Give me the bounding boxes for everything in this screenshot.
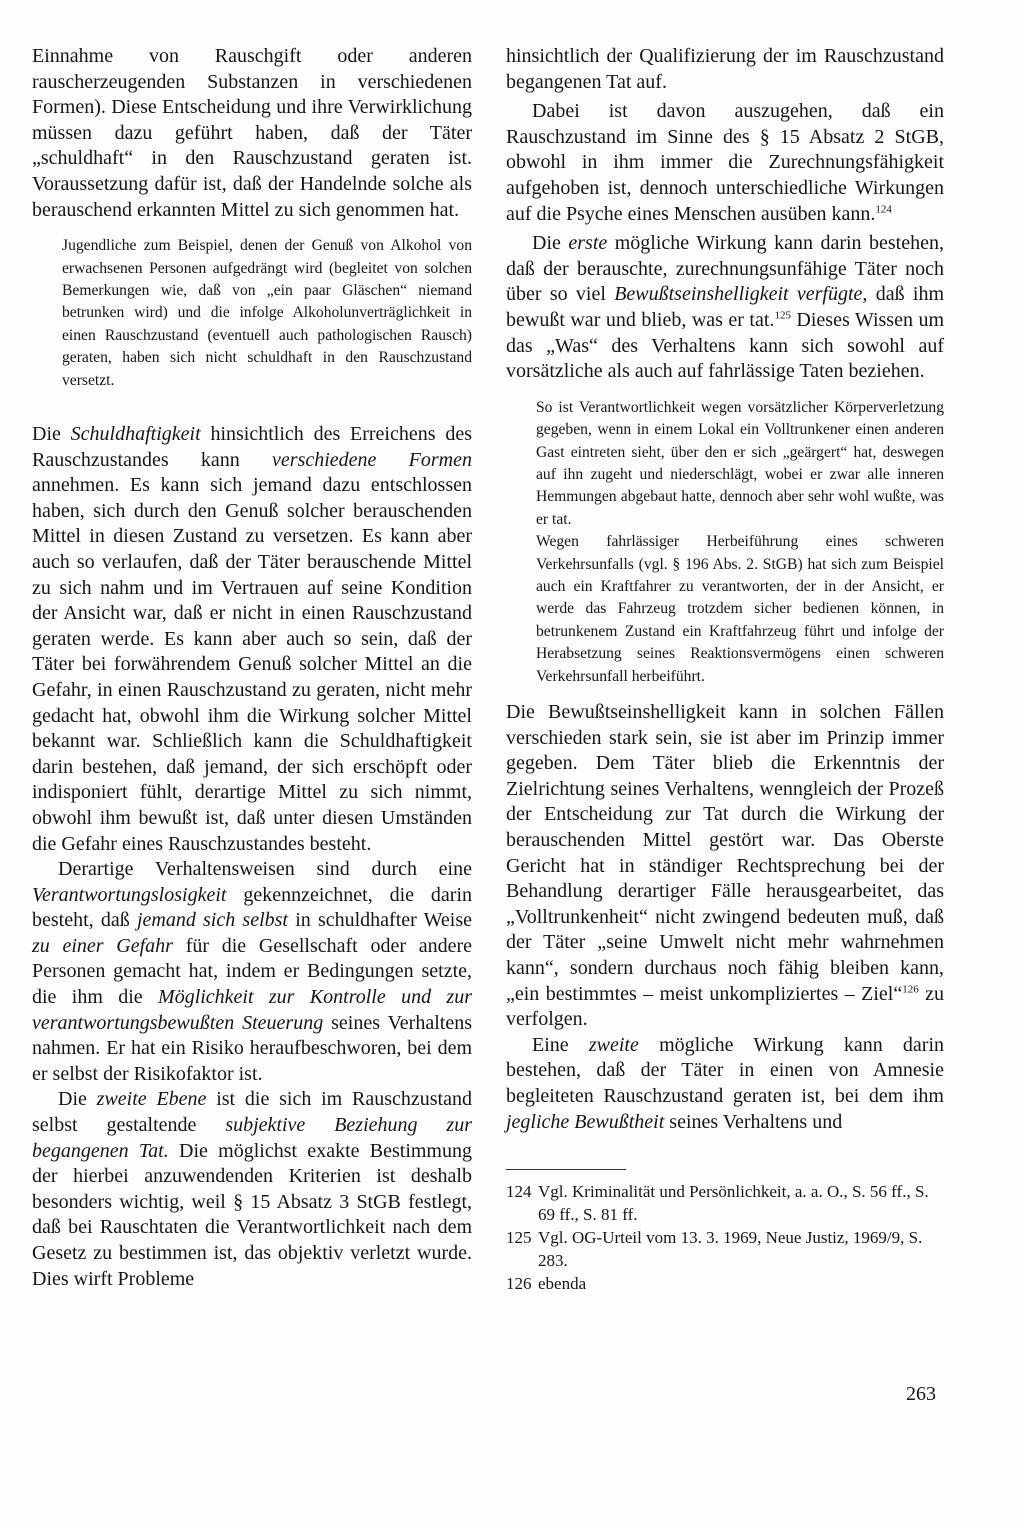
example-paragraph: Jugendliche zum Beispiel, denen der Genuß von Alkohol von erwachsenen Personen aufgedrängt wird (begleitet von solchen Bemerkungen wie, daß von „ein paar Gläschen“ niemand betrunken wird) und die infolge Alkoholunverträglichkeit in einen Rauschzustand (eventuell auch pathologischen Rausch) geraten, haben sich nicht schuldhaft in den Rauschzustand versetzt. bbox=[62, 237, 472, 389]
footnote bbox=[506, 1180, 944, 1226]
emphasis: Verantwortungslosigkeit bbox=[32, 883, 227, 906]
example-paragraph: Wegen fahrlässiger Herbeiführung eines schweren Verkehrsunfalls (vgl. § 196 Abs. 2. StGB) hat sich zum Beispiel auch ein Kraftfahrer zu verantworten, der in der Ansicht, er werde das Fahrzeug trotzdem sicher bedienen können, in betrunkenem Zustand ein Kraftfahrzeug führt und infolge der Herabsetzung seines Reaktionsvermögens einen schweren Verkehrsunfall herbeiführt. bbox=[536, 533, 944, 685]
emphasis: erste bbox=[568, 232, 608, 255]
footnote-divider bbox=[506, 1169, 626, 1170]
paragraph: hinsichtlich der Qualifizierung der im Rauschzustand begangenen Tat auf. bbox=[506, 45, 944, 93]
paragraph: Eine zweite mögliche Wirkung kann darin bestehen, daß der Täter in einen von Amnesie begleiteten Rauschzustand geraten ist, bei dem ihm jegliche Bewußtheit seines Verhaltens und bbox=[506, 1033, 944, 1133]
page-number: 263 bbox=[906, 1383, 936, 1405]
footnote-text: Vgl. Kriminalität und Persönlichkeit, a. a. O., S. 56 ff., S. 69 ff., S. 81 ff. bbox=[538, 1182, 929, 1225]
emphasis: Schuldhaftigkeit bbox=[70, 423, 201, 445]
footnote-number: 126 bbox=[506, 1274, 532, 1294]
paragraph: Die Bewußtseinshelligkeit kann in solchen Fällen verschieden stark sein, sie ist aber im Prinzip immer gegeben. Dem Täter blieb die Erkenntnis der Zielrichtung seines Verhaltens, wenngleich der Prozeß der Entscheidung zur Tat durch die Wirkung der berauschenden Mittel gestört war. Das Oberste Gericht hat in ständiger Rechtsprechung bei der Behandlung derartiger Fälle herausgearbeitet, das „Volltrunkenheit“ nicht zwingend bedeuten muß, daß der Täter „seine Umwelt nicht mehr wahrnehmen kann“, sondern durchaus noch fähig bleiben kann, „ein bestimmtes – meist unkompliziertes – Ziel“$^{126}$ zu verfolgen. bbox=[506, 701, 944, 1031]
emphasis: zu einer Gefahr bbox=[32, 934, 173, 957]
example-paragraph: So ist Verantwortlichkeit wegen vorsätzlicher Körperverletzung gegeben, wenn in einem Lokal ein Volltrunkener einen anderen Gast eintreten sieht, über den er sich „geärgert“ hat, deswegen auf ihn zugeht und niederschlägt, wobei er zwar alle inneren Hemmungen abgebaut hatte, dennoch aber sehr wohl wußte, was er tat. bbox=[536, 398, 944, 528]
emphasis: Bewußtseinshelligkeit verfügte, bbox=[614, 283, 868, 306]
footnote-ref: 125 bbox=[774, 309, 791, 322]
emphasis: jegliche Bewußtheit bbox=[506, 1110, 665, 1133]
footnote-number: 125 bbox=[506, 1228, 532, 1248]
paragraph: Die Schuldhaftigkeit hinsichtlich des Erreichens des Rauschzustandes kann verschiedene Formen annehmen. Es kann sich jemand dazu entschlossen haben, sich durch den Genuß solcher berauschenden Mittel in diesen Zustand zu versetzen. Es kann aber auch so verlaufen, daß der Täter berauschende Mittel zu sich nahm und im Vertrauen auf seine Kondition der Ansicht war, daß er nicht in einen Rauschzustand geraten werde. Es kann aber auch so sein, daß der Täter bei forwährendem Genuß solcher Mittel an die Gefahr, in einen Rauschzustand zu geraten, nicht mehr gedacht hat, obwohl ihm die Wirkung solcher Mittel bekannt war. Schließlich kann die Schuldhaftigkeit darin bestehen, daß jemand, der sich erschöpft oder indisponiert fühlt, derartige Mittel zu sich nimmt, obwohl ihm bewußt ist, daß unter diesen Umständen die Gefahr eines Rauschzustandes besteht. bbox=[32, 423, 472, 855]
paragraph: Derartige Verhaltensweisen sind durch eine Verantwortungslosigkeit gekennzeichnet, die darin besteht, daß jemand sich selbst in schuldhafter Weise zu einer Gefahr für die Gesellschaft oder andere Personen gemacht hat, indem er Bedingungen setzte, die ihm die Möglichkeit zur Kontrolle und zur verantwortungsbewußten Steuerung seines Verhaltens nahmen. Er hat ein Risiko heraufbeschworen, bei dem er selbst der Risikofaktor ist. bbox=[32, 858, 473, 1085]
footnote-text: Vgl. OG-Urteil vom 13. 3. 1969, Neue Justiz, 1969/9, S. 283. bbox=[538, 1228, 923, 1271]
left-column bbox=[32, 44, 472, 1292]
footnote bbox=[506, 1226, 944, 1272]
footnote-number: 124 bbox=[506, 1182, 532, 1202]
paragraph: Die erste mögliche Wirkung kann darin bestehen, daß der berauschte, zurechnungsunfähige Täter noch über so viel Bewußtseinshelligkeit verfügte, daß ihm bewußt war und blieb, was er tat.$^{125}$ Dieses Wissen um das „Was“ des Verhaltens kann sich sowohl auf vorsätzliche als auch auf fahrlässige Taten beziehen. bbox=[506, 232, 945, 383]
emphasis: subjektive Beziehung zur begangenen Tat. bbox=[32, 1114, 472, 1162]
paragraph: Die zweite Ebene ist die sich im Rauschzustand selbst gestaltende subjektive Beziehung zur begangenen Tat. Die möglichst exakte Bestimmung der hierbei anzuwendenden Kriterien ist deshalb besonders wichtig, weil § 15 Absatz 3 StGB festlegt, daß bei Rauschtaten die Verantwortlichkeit nach dem Gesetz zu bestimmen ist, das objektiv verletzt wurde. Dies wirft Probleme bbox=[32, 1088, 472, 1290]
emphasis: jemand sich selbst bbox=[136, 909, 288, 932]
paragraph: Einnahme von Rauschgift oder anderen rauscherzeugenden Substanzen in verschiedenen Formen). Diese Entscheidung und ihre Verwirklichung müssen dazu geführt haben, daß der Täter „schuldhaft“ in den Rauschzustand geraten ist. Voraussetzung dafür ist, daß der Handelnde solche als berauschend erkannten Mittel zu sich genommen hat. bbox=[32, 45, 472, 221]
footnote-ref: 126 bbox=[902, 982, 919, 995]
footnote-ref: 124 bbox=[875, 202, 892, 215]
right-column bbox=[506, 44, 944, 1295]
emphasis: verschiedene Formen bbox=[272, 448, 472, 471]
paragraph: Dabei ist davon auszugehen, daß ein Rauschzustand im Sinne des § 15 Absatz 2 StGB, obwohl in ihm immer die Zurechnungsfähigkeit aufgehoben ist, dennoch unterschiedliche Wirkungen auf die Psyche eines Menschen ausüben kann.$^{124}$ bbox=[506, 100, 944, 225]
footnote bbox=[506, 1272, 944, 1295]
emphasis: zweite bbox=[588, 1033, 639, 1056]
emphasis: zweite Ebene bbox=[96, 1088, 207, 1111]
emphasis: Möglichkeit zur Kontrolle und zur verantwortungsbewußten Steuerung bbox=[32, 986, 473, 1034]
footnote-text: ebenda bbox=[538, 1274, 587, 1294]
